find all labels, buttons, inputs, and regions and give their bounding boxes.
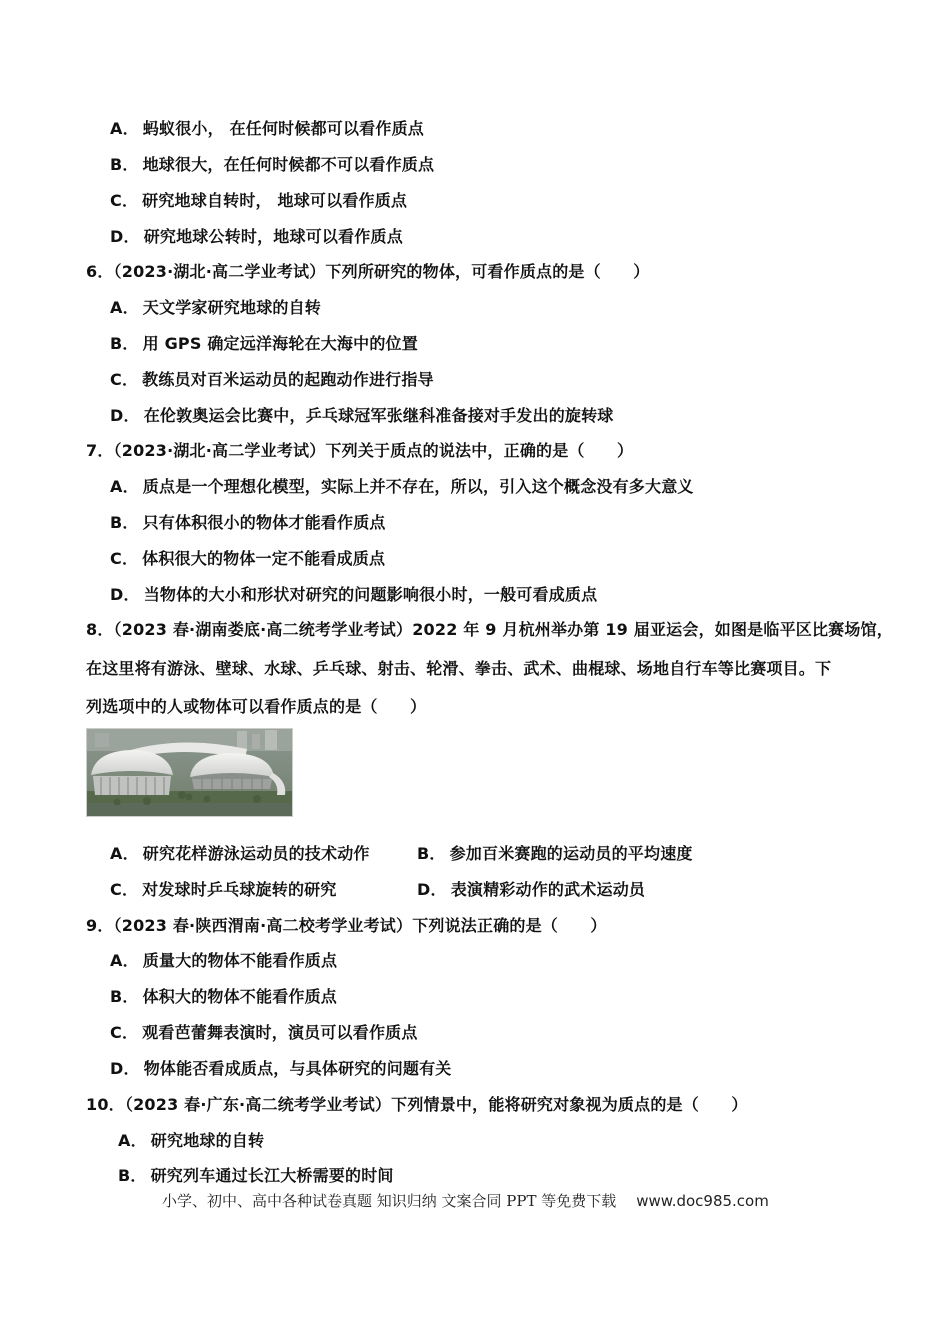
q9-option-c: C． 观看芭蕾舞表演时，演员可以看作质点 <box>110 1023 418 1042</box>
q8-stem-line3: 列选项中的人或物体可以看作质点的是（ ） <box>86 697 427 716</box>
q5-option-d: D． 研究地球公转时，地球可以看作质点 <box>110 227 403 246</box>
q9-option-d: D． 物体能否看成质点，与具体研究的问题有关 <box>110 1059 452 1078</box>
q7-stem: 7．（2023·湖北·高二学业考试）下列关于质点的说法中，正确的是（ ） <box>86 441 634 460</box>
venue-photo <box>86 728 293 817</box>
footer-text: 小学、初中、高中各种试卷真题 知识归纳 文案合同 PPT 等免费下载 <box>162 1192 617 1210</box>
q6-option-d: D． 在伦敦奥运会比赛中，乒乓球冠军张继科准备接对手发出的旋转球 <box>110 406 614 425</box>
q9-option-b: B． 体积大的物体不能看作质点 <box>110 987 338 1006</box>
q7-option-c: C． 体积很大的物体一定不能看成质点 <box>110 549 386 568</box>
q5-option-b: B． 地球很大，在任何时候都不可以看作质点 <box>110 155 435 174</box>
q7-option-d: D． 当物体的大小和形状对研究的问题影响很小时，一般可看成质点 <box>110 585 598 604</box>
q7-option-b: B． 只有体积很小的物体才能看作质点 <box>110 513 386 532</box>
q6-option-b: B． 用 GPS 确定远洋海轮在大海中的位置 <box>110 334 418 353</box>
q8-stem-line2: 在这里将有游泳、壁球、水球、乒乓球、射击、轮滑、拳击、武术、曲棍球、场地自行车等比赛项目。下 <box>86 659 832 678</box>
footer-url[interactable]: www.doc985.com <box>636 1192 769 1210</box>
q8-stem-line1: 8．（2023 春·湖南娄底·高二统考学业考试）2022 年 9 月杭州举办第 19 届亚运会，如图是临平区比赛场馆， <box>86 620 893 639</box>
q5-option-c: C． 研究地球自转时， 地球可以看作质点 <box>110 191 408 210</box>
q5-option-a: A． 蚂蚁很小， 在任何时候都可以看作质点 <box>110 119 424 138</box>
q7-option-a: A． 质点是一个理想化模型，实际上并不存在，所以，引入这个概念没有多大意义 <box>110 477 694 496</box>
q10-option-a: A． 研究地球的自转 <box>118 1131 265 1150</box>
q6-stem: 6．（2023·湖北·高二学业考试）下列所研究的物体，可看作质点的是（ ） <box>86 262 650 281</box>
q6-option-a: A． 天文学家研究地球的自转 <box>110 298 321 317</box>
q9-stem: 9．（2023 春·陕西渭南·高二校考学业考试）下列说法正确的是（ ） <box>86 916 607 935</box>
q8-option-d: D． 表演精彩动作的武术运动员 <box>417 880 646 899</box>
q10-option-b: B． 研究列车通过长江大桥需要的时间 <box>118 1166 394 1185</box>
page-footer <box>162 1191 769 1211</box>
q8-option-c: C． 对发球时乒乓球旋转的研究 <box>110 880 337 899</box>
q8-option-b: B． 参加百米赛跑的运动员的平均速度 <box>417 844 693 863</box>
q8-option-a: A． 研究花样游泳运动员的技术动作 <box>110 844 370 863</box>
q10-stem: 10．（2023 春·广东·高二统考学业考试）下列情景中，能将研究对象视为质点的是（ ） <box>86 1095 748 1114</box>
q6-option-c: C． 教练员对百米运动员的起跑动作进行指导 <box>110 370 434 389</box>
q9-option-a: A． 质量大的物体不能看作质点 <box>110 951 338 970</box>
